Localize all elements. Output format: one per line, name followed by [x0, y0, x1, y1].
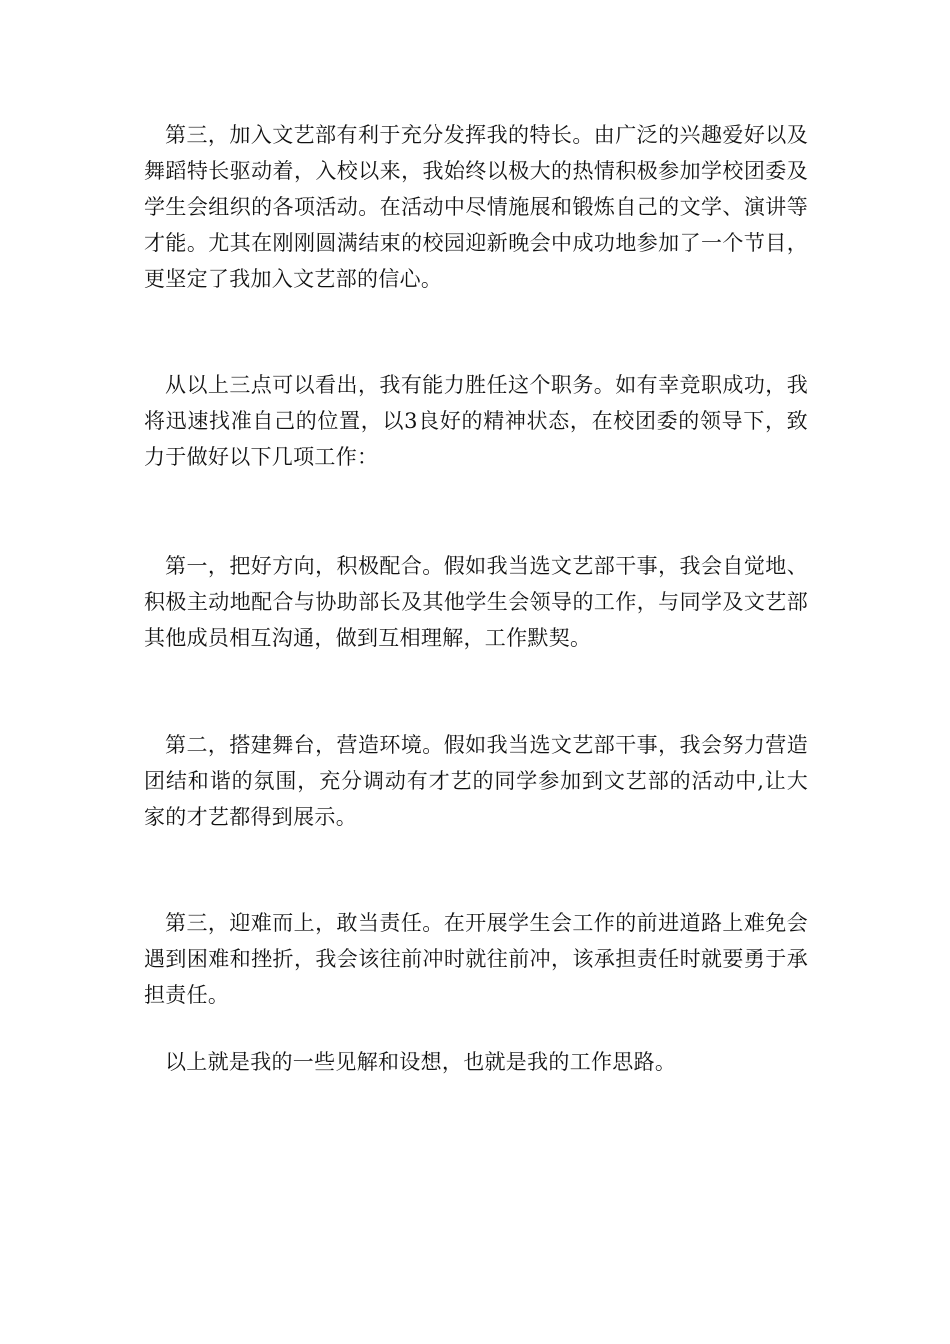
paragraph-specialty: 第三，加入文艺部有利于充分发挥我的特长。由广泛的兴趣爱好以及舞蹈特长驱动着，入校以来，我始终以极大的热情积极参加学校团委及学生会组织的各项活动。在活动中尽情施展和锻炼自己的文学、演讲等才能。尤其在刚刚圆满结束的校园迎新晚会中成功地参加了一个节目，更坚定了我加入文艺部的信心。	[144, 123, 808, 291]
paragraph-plan-cooperate: 第一，把好方向，积极配合。假如我当选文艺部干事，我会自觉地、积极主动地配合与协助部长及其他学生会领导的工作，与同学及文艺部其他成员相互沟通，做到互相理解，工作默契。	[144, 554, 808, 650]
paragraph-plan-responsibility: 第三，迎难而上，敢当责任。在开展学生会工作的前进道路上难免会遇到困难和挫折，我会该往前冲时就往前冲，该承担责任时就要勇于承担责任。	[144, 911, 808, 1007]
paragraph-plan-stage: 第二，搭建舞台，营造环境。假如我当选文艺部干事，我会努力营造团结和谐的氛围，充分调动有才艺的同学参加到文艺部的活动中,让大家的才艺都得到展示。	[144, 733, 808, 829]
paragraph-conclusion: 以上就是我的一些见解和设想，也就是我的工作思路。	[165, 1050, 677, 1074]
paragraph-capability-summary: 从以上三点可以看出，我有能力胜任这个职务。如有幸竞职成功，我将迅速找准自己的位置，以3良好的精神状态，在校团委的领导下，致力于做好以下几项工作：	[144, 373, 808, 469]
